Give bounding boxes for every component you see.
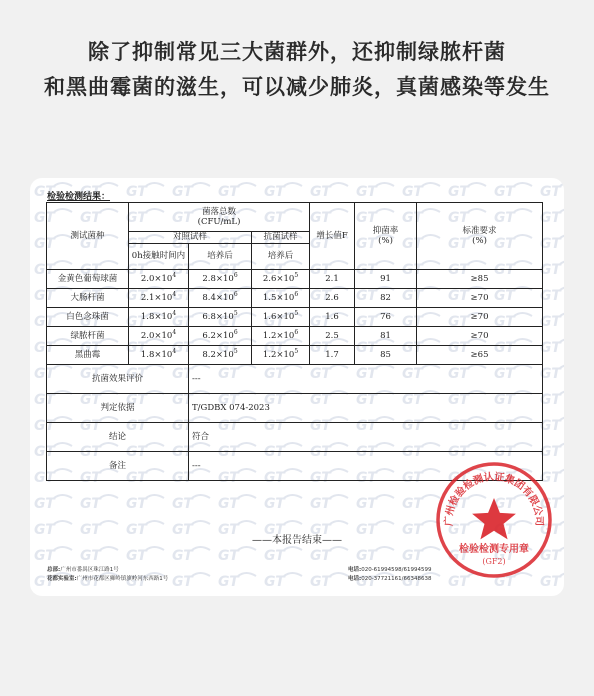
cell-treated-incubated: $1.5\times 10^6$ xyxy=(252,289,310,308)
cell-strain: 绿脓杆菌 xyxy=(47,327,129,346)
cell-strain: 金黄色葡萄球菌 xyxy=(47,270,129,289)
table-row xyxy=(47,289,543,308)
cell-rate: 81 xyxy=(355,327,417,346)
cell-control-incubated: $8.2\times 10^5$ xyxy=(189,346,252,365)
cell-standard: ≥65 xyxy=(417,346,543,365)
remark-label: 备注 xyxy=(47,452,189,481)
table-row xyxy=(47,308,543,327)
report-card xyxy=(30,178,564,596)
footer-tel-1: 电话:020-61994598/61994599 xyxy=(348,567,432,573)
cell-control-incubated: $6.2\times 10^6$ xyxy=(189,327,252,346)
header-control: 对照试样 xyxy=(129,232,252,244)
report-end: ——本报告结束—— xyxy=(252,535,342,546)
svg-text:(GF2): (GF2) xyxy=(482,557,506,566)
official-seal-stamp xyxy=(434,460,554,580)
table-row xyxy=(47,270,543,289)
remark-value: --- xyxy=(189,452,543,481)
footer-lab: 花都实验室:广州市花都区狮岭镇旗岭河东西路1号 xyxy=(47,576,169,582)
cell-standard: ≥70 xyxy=(417,327,543,346)
cell-strain: 白色念珠菌 xyxy=(47,308,129,327)
cell-control-0h: $2.0\times 10^4$ xyxy=(129,270,189,289)
header-standard: 标准要求 (%) xyxy=(417,203,543,270)
cell-treated-incubated: $1.2\times 10^5$ xyxy=(252,346,310,365)
results-table xyxy=(46,202,543,481)
cell-control-0h: $2.1\times 10^4$ xyxy=(129,289,189,308)
cell-growth: 2.5 xyxy=(310,327,355,346)
svg-text:广州检验检测认证集团有限公司: 广州检验检测认证集团有限公司 xyxy=(443,471,545,527)
cell-strain: 大肠杆菌 xyxy=(47,289,129,308)
cell-control-0h: $1.8\times 10^4$ xyxy=(129,308,189,327)
header-rate: 抑菌率 (%) xyxy=(355,203,417,270)
table-row xyxy=(47,346,543,365)
cell-growth: 1.7 xyxy=(310,346,355,365)
basis-value: T/GDBX 074-2023 xyxy=(189,394,543,423)
cell-standard: ≥70 xyxy=(417,289,543,308)
cell-treated-incubated: $1.6\times 10^5$ xyxy=(252,308,310,327)
conclusion-label: 结论 xyxy=(47,423,189,452)
header-strain: 测试菌种 xyxy=(47,203,129,270)
footer-hq: 总部:广州市番禺区珠江路1号 xyxy=(47,567,119,573)
eval-value: --- xyxy=(189,365,543,394)
eval-label: 抗菌效果评价 xyxy=(47,365,189,394)
cell-standard: ≥85 xyxy=(417,270,543,289)
cell-rate: 82 xyxy=(355,289,417,308)
report-caption: 检验检测结果： xyxy=(47,192,111,202)
headline-line-1: 除了抑制常见三大菌群外，还抑制绿脓杆菌 xyxy=(88,40,506,64)
header-treated: 抗菌试样 xyxy=(252,232,310,244)
cell-growth: 2.1 xyxy=(310,270,355,289)
conclusion-value: 符合 xyxy=(189,423,543,452)
cell-strain: 黑曲霉 xyxy=(47,346,129,365)
header-incubated-control: 培养后 xyxy=(189,244,252,270)
cell-growth: 1.6 xyxy=(310,308,355,327)
cell-treated-incubated: $1.2\times 10^6$ xyxy=(252,327,310,346)
cell-standard: ≥70 xyxy=(417,308,543,327)
cell-rate: 85 xyxy=(355,346,417,365)
cell-control-0h: $1.8\times 10^4$ xyxy=(129,346,189,365)
cell-rate: 91 xyxy=(355,270,417,289)
cell-control-incubated: $2.8\times 10^6$ xyxy=(189,270,252,289)
table-row xyxy=(47,327,543,346)
footer-tel-2: 电话:020-37721161/66348638 xyxy=(348,576,432,582)
header-contact-0h: 0h接触时间内 xyxy=(129,244,189,270)
cell-control-incubated: $8.4\times 10^6$ xyxy=(189,289,252,308)
headline-line-2: 和黑曲霉菌的滋生，可以减少肺炎，真菌感染等发生 xyxy=(44,75,550,99)
cell-rate: 76 xyxy=(355,308,417,327)
cell-growth: 2.6 xyxy=(310,289,355,308)
header-total-count: 菌落总数 (CFU/mL) xyxy=(129,203,310,232)
svg-text:检验检测专用章: 检验检测专用章 xyxy=(459,544,529,555)
cell-control-0h: $2.0\times 10^4$ xyxy=(129,327,189,346)
basis-label: 判定依据 xyxy=(47,394,189,423)
cell-treated-incubated: $2.6\times 10^5$ xyxy=(252,270,310,289)
header-incubated-treated: 培养后 xyxy=(252,244,310,270)
cell-control-incubated: $6.8\times 10^5$ xyxy=(189,308,252,327)
header-growth: 增长值F xyxy=(310,203,355,270)
